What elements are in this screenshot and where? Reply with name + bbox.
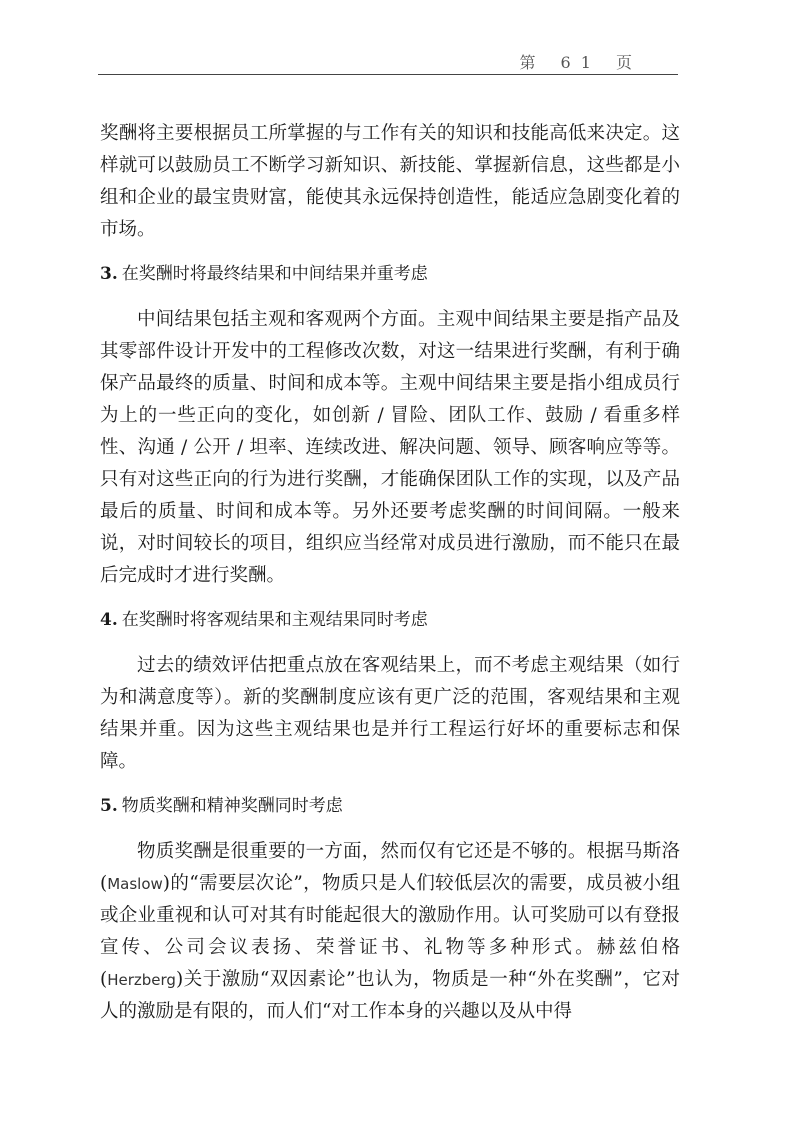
section-title: 物质奖酬和精神奖酬同时考虑 (121, 796, 343, 816)
paragraph: 过去的绩效评估把重点放在客观结果上，而不考虑主观结果（如行为和满意度等）。新的奖酬制度应该有更广泛的范围，客观结果和主观结果并重。因为这些主观结果也是并行工程运行好坏的重要标志和保障。 (100, 655, 680, 772)
section-number: 5. (100, 796, 118, 816)
section-number: 4. (100, 610, 118, 630)
section-number: 3. (100, 264, 118, 284)
page-number: 第 61 页 (519, 53, 642, 72)
name-herzberg: Herzberg (107, 971, 176, 989)
name-maslow: Maslow (107, 875, 163, 893)
text-run: )的“需要层次论”，物质只是人们较低层次的需要，成员被小组或企业重视和认可对其有时能起很大的激励作用。认可奖励可以有登报宣传、公司会议表扬、荣誉证书、礼物等多种形式。赫兹伯格( (100, 873, 680, 990)
paragraph: 中间结果包括主观和客观两个方面。主观中间结果主要是指产品及其零部件设计开发中的工程修改次数，对这一结果进行奖酬，有利于确保产品最终的质量、时间和成本等。主观中间结果主要是指小组成员行为上的一些正向的变化，如创新 / 冒险、团队工作、鼓励 / 看重多样性、沟通 / 公开 / 坦率、连续改进、解决问题、领导、顾客响应等等。只有对这些正向的行为进行奖酬，才能确保团队工作的实现，以及产品最后的质量、时间和成本等。另外还要考虑奖酬的时间间隔。一般来说，对时间较长的项目，组织应当经常对成员进行激励，而不能只在最后完成时才进行奖酬。 (100, 309, 680, 586)
section-heading-4 (100, 604, 680, 636)
section-heading-5 (100, 790, 680, 822)
text-run: 物质奖酬是很重要的一方面，然而仅有它还是不够的。根据马斯洛( (100, 841, 680, 894)
section-title: 在奖酬时将客观结果和主观结果同时考虑 (121, 610, 428, 630)
section-title: 在奖酬时将最终结果和中间结果并重考虑 (121, 264, 428, 284)
page-header (98, 40, 678, 75)
paragraph-continued: 奖酬将主要根据员工所掌握的与工作有关的知识和技能高低来决定。这样就可以鼓励员工不断学习新知识、新技能、掌握新信息，这些都是小组和企业的最宝贵财富，能使其永远保持创造性，能适应急剧变化着的市场。 (100, 123, 680, 240)
text-run: )关于激励“双因素论”也认为，物质是一种“外在奖酬”，它对人的激励是有限的，而人们“对工作本身的兴趣以及从中得 (100, 969, 680, 1022)
page-body (100, 118, 680, 1028)
section-heading-3 (100, 258, 680, 290)
paragraph (100, 836, 680, 1028)
